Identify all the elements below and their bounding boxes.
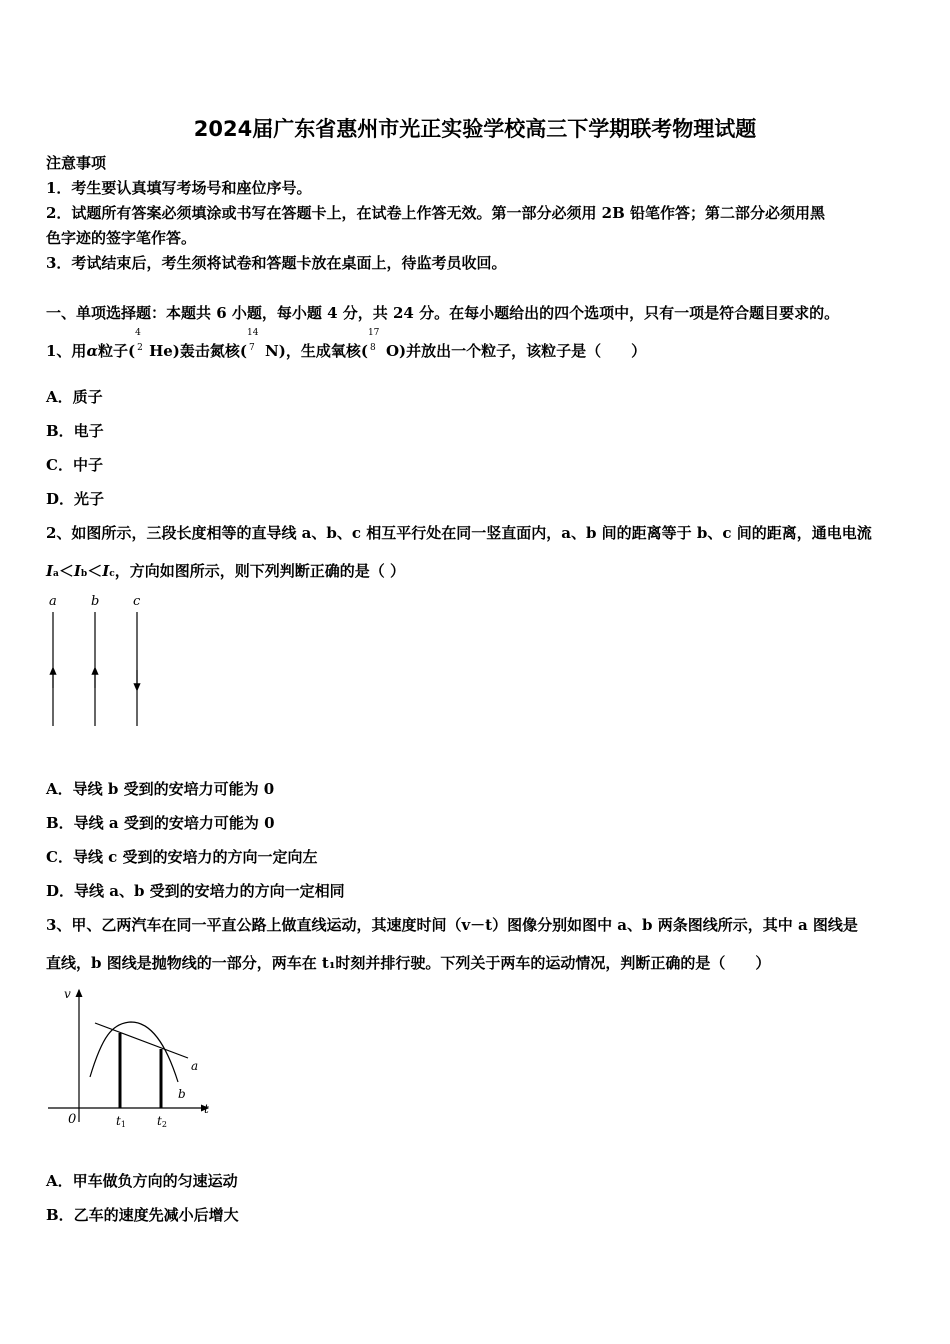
q1-text: 1、用 — [46, 342, 87, 360]
q3-option-b: B．乙车的速度先减小后增大 — [46, 1206, 239, 1224]
q1-option-d: D．光子 — [46, 490, 105, 508]
line-a-label: a — [191, 1059, 199, 1073]
question-3-line1: 3、甲、乙两汽车在同一平直公路上做直线运动，其速度时间（v－t）图像分别如图中 a、b 两条图线所示，其中 a 图线是 — [46, 916, 858, 934]
q1-text: 粒子( — [97, 342, 136, 360]
notice-item: 1．考生要认真填写考场号和座位序号。 — [46, 179, 312, 197]
section-heading: 一、单项选择题：本题共 6 小题，每小题 4 分，共 24 分。在每小题给出的四个选项中，只有一项是符合题目要求的。 — [46, 304, 840, 322]
q1-option-a: A．质子 — [46, 388, 103, 406]
origin-label: 0 — [68, 1112, 77, 1127]
line-b-label: b — [178, 1087, 186, 1101]
question-2-line1: 2、如图所示，三段长度相等的直导线 a、b、c 相互平行处在同一竖直面内，a、b 间的距离等于 b、c 间的距离，通电电流 — [46, 524, 872, 542]
q3-option-a: A．甲车做负方向的匀速运动 — [46, 1172, 238, 1190]
wire-label-a: a — [49, 594, 57, 609]
q1-text: N) — [265, 342, 286, 360]
line-a — [95, 1023, 188, 1058]
q1-option-c: C．中子 — [46, 456, 103, 474]
notice-item: 色字迹的签字笔作答。 — [46, 229, 197, 247]
question-2-line2: Ia＜Ib＜Ic，方向如图所示，则下列判断正确的是（ ） — [46, 562, 405, 580]
vt-graph — [40, 982, 220, 1132]
helium-nuclide: 4 2 — [135, 328, 143, 353]
q1-text: O) — [385, 342, 407, 360]
question-3-line2: 直线，b 图线是抛物线的一部分，两车在 t₁时刻并排行驶。下列关于两车的运动情况，判断正确的是（ ） — [46, 954, 771, 972]
q1-text: 轰击氮核( — [179, 342, 248, 360]
nitrogen-nuclide: 14 7 — [247, 328, 259, 353]
t2-label: t2 — [157, 1114, 167, 1129]
q2-option-d: D．导线 a、b 受到的安培力的方向一定相同 — [46, 882, 345, 900]
q1-text: ，生成氧核( — [285, 342, 368, 360]
v-axis-label: v — [64, 987, 71, 1001]
wire-label-b: b — [91, 594, 100, 609]
notice-heading: 注意事项 — [46, 154, 107, 172]
q2-option-c: C．导线 c 受到的安培力的方向一定向左 — [46, 848, 318, 866]
q2-option-a: A．导线 b 受到的安培力可能为 0 — [46, 780, 275, 798]
q1-option-b: B．电子 — [46, 422, 104, 440]
q2-option-b: B．导线 a 受到的安培力可能为 0 — [46, 814, 275, 832]
page-title: 2024届广东省惠州市光正实验学校高三下学期联考物理试题 — [193, 117, 757, 141]
alpha-symbol: α — [86, 342, 98, 360]
wires-diagram — [40, 588, 160, 733]
t-axis-label: t — [204, 1102, 209, 1116]
q1-text: He) — [149, 342, 180, 360]
wire-label-c: c — [133, 594, 141, 609]
notice-item: 3．考试结束后，考生须将试卷和答题卡放在桌面上，待监考员收回。 — [46, 254, 507, 272]
oxygen-nuclide: 17 8 — [367, 328, 380, 353]
q1-text: 并放出一个粒子，该粒子是（ ） — [406, 342, 647, 360]
parabola-b — [90, 1022, 178, 1082]
notice-item: 2．试题所有答案必须填涂或书写在答题卡上，在试卷上作答无效。第一部分必须用 2B 铅笔作答；第二部分必须用黑 — [46, 204, 826, 222]
question-1 — [46, 328, 647, 361]
t1-label: t1 — [116, 1114, 126, 1129]
